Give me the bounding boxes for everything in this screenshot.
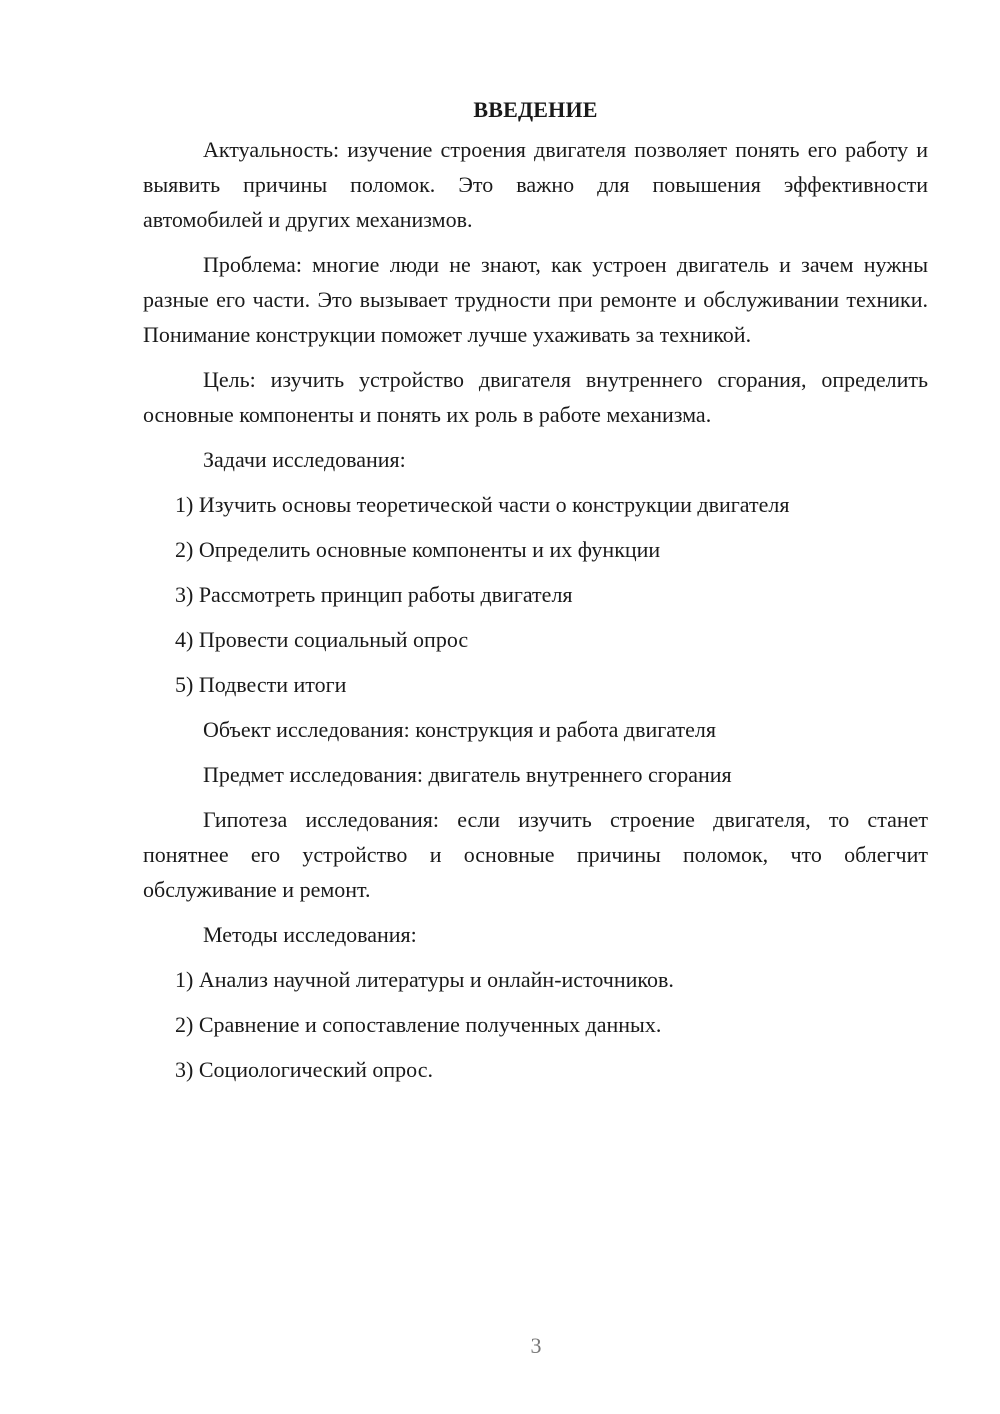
tasks-label: Задачи исследования: xyxy=(203,447,406,472)
method-item: 2) Сравнение и сопоставление полученных данных. xyxy=(175,1012,662,1037)
method-item: 1) Анализ научной литературы и онлайн-источников. xyxy=(175,967,674,992)
subject-paragraph: Предмет исследования: двигатель внутреннего сгорания xyxy=(203,762,732,787)
method-item: 3) Социологический опрос. xyxy=(175,1057,433,1082)
document-page xyxy=(143,92,928,1097)
task-item: 3) Рассмотреть принцип работы двигателя xyxy=(175,582,573,607)
section-heading: ВВЕДЕНИЕ xyxy=(473,97,598,122)
task-item: 5) Подвести итоги xyxy=(175,672,347,697)
methods-label: Методы исследования: xyxy=(203,922,417,947)
object-paragraph: Объект исследования: конструкция и работа двигателя xyxy=(203,717,716,742)
tasks-list xyxy=(143,487,928,702)
task-item: 1) Изучить основы теоретической части о конструкции двигателя xyxy=(175,492,790,517)
hypothesis-paragraph: Гипотеза исследования: если изучить строение двигателя, то станет понятнее его устройство и основные причины поломок, что облегчит обслуживание и ремонт. xyxy=(143,807,928,902)
relevance-paragraph: Актуальность: изучение строения двигателя позволяет понять его работу и выявить причины поломок. Это важно для повышения эффективности автомобилей и других механизмов. xyxy=(143,137,928,232)
problem-paragraph: Проблема: многие люди не знают, как устроен двигатель и зачем нужны разные его части. Это вызывает трудности при ремонте и обслуживании техники. Понимание конструкции поможет лучше ухаживать за техникой. xyxy=(143,252,928,347)
page-number: 3 xyxy=(530,1333,542,1358)
methods-list xyxy=(143,962,928,1087)
task-item: 2) Определить основные компоненты и их функции xyxy=(175,537,661,562)
task-item: 4) Провести социальный опрос xyxy=(175,627,469,652)
goal-paragraph: Цель: изучить устройство двигателя внутреннего сгорания, определить основные компоненты и понять их роль в работе механизма. xyxy=(143,367,928,427)
